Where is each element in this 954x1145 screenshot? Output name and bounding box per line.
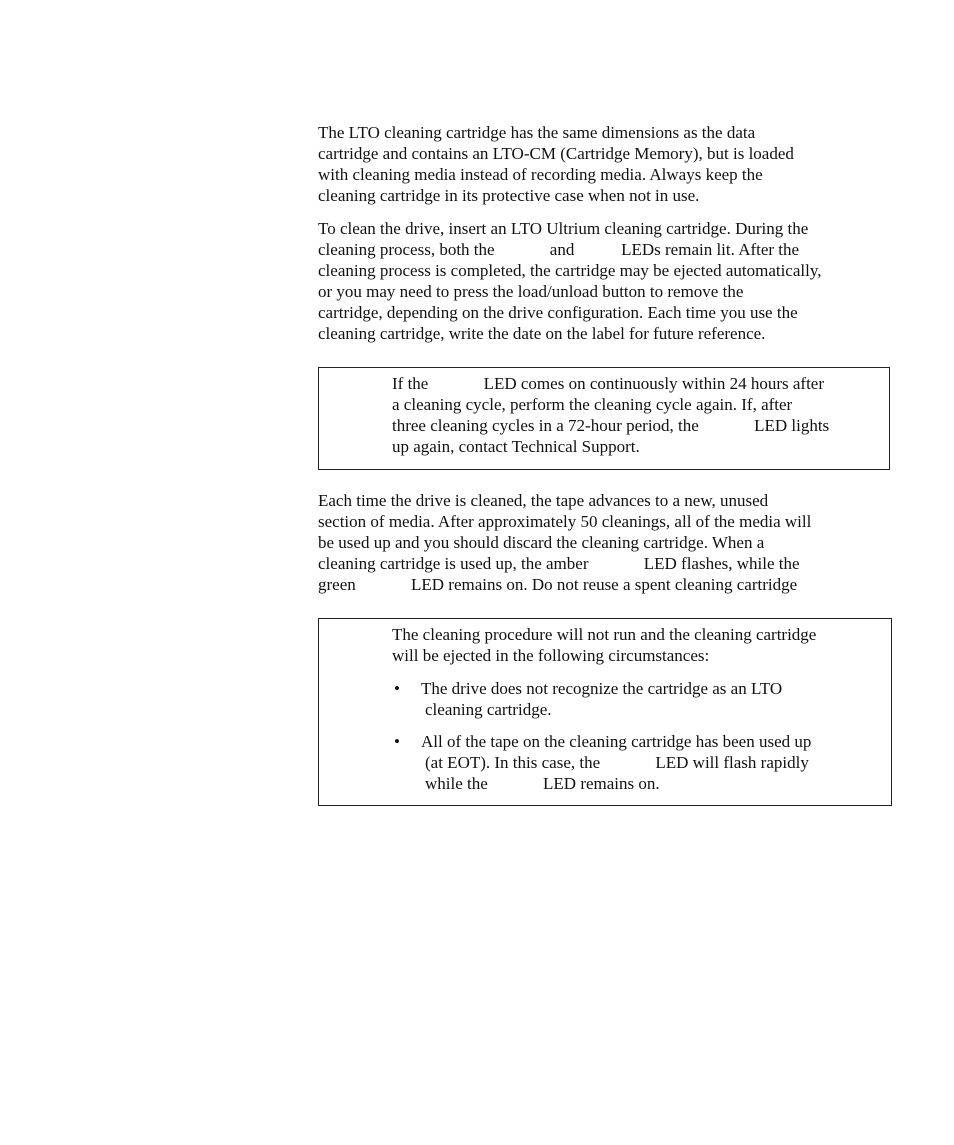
text-line: All of the tape on the cleaning cartridge has been used up — [421, 732, 812, 751]
text-line: three cleaning cycles in a 72-hour period, the LED lights — [392, 416, 830, 435]
text-line: up again, contact Technical Support. — [392, 437, 640, 456]
text-line: cleaning cartridge in its protective case when not in use. — [318, 186, 700, 205]
note-intro — [392, 624, 887, 666]
text-line: cleaning cartridge, write the date on the label for future reference. — [318, 324, 766, 343]
text-line: The cleaning procedure will not run and the cleaning cartridge — [392, 625, 817, 644]
text-line: section of media. After approximately 50 cleanings, all of the media will — [318, 512, 812, 531]
list-item — [392, 731, 887, 794]
text-line: cleaning cartridge. — [425, 700, 552, 719]
text-line: be used up and you should discard the cleaning cartridge. When a — [318, 533, 765, 552]
text-line: a cleaning cycle, perform the cleaning cycle again. If, after — [392, 395, 793, 414]
text-line: (at EOT). In this case, the LED will flash rapidly — [425, 753, 809, 772]
paragraph-cleaning-procedure — [318, 218, 898, 344]
paragraph-media-usage — [318, 490, 898, 595]
paragraph-cartridge-description — [318, 122, 898, 206]
text-line: green LED remains on. Do not reuse a spent cleaning cartridge — [318, 575, 798, 594]
list-item — [392, 678, 887, 720]
text-line: while the LED remains on. — [425, 774, 660, 793]
bullet-icon: • — [394, 732, 400, 751]
text-line: cleaning cartridge is used up, the amber LED flashes, while the — [318, 554, 800, 573]
text-line: or you may need to press the load/unload button to remove the — [318, 282, 744, 301]
text-line: will be ejected in the following circumstances: — [392, 646, 710, 665]
text-line: cartridge and contains an LTO-CM (Cartridge Memory), but is loaded — [318, 144, 794, 163]
text-line: Each time the drive is cleaned, the tape advances to a new, unused — [318, 491, 769, 510]
text-line: The LTO cleaning cartridge has the same dimensions as the data — [318, 123, 756, 142]
bullet-icon: • — [394, 679, 400, 698]
text-line: cartridge, depending on the drive configuration. Each time you use the — [318, 303, 798, 322]
text-line: cleaning process is completed, the cartridge may be ejected automatically, — [318, 261, 822, 280]
text-line: The drive does not recognize the cartridge as an LTO — [421, 679, 783, 698]
note-box-clean-led — [318, 367, 890, 470]
text-line: cleaning process, both the and LEDs remain lit. After the — [318, 240, 800, 259]
text-line: If the LED comes on continuously within 24 hours after — [392, 374, 825, 393]
text-line: To clean the drive, insert an LTO Ultrium cleaning cartridge. During the — [318, 219, 809, 238]
text-line: with cleaning media instead of recording media. Always keep the — [318, 165, 763, 184]
note-box-cleaning-not-run — [318, 618, 892, 806]
note-text — [392, 373, 882, 457]
